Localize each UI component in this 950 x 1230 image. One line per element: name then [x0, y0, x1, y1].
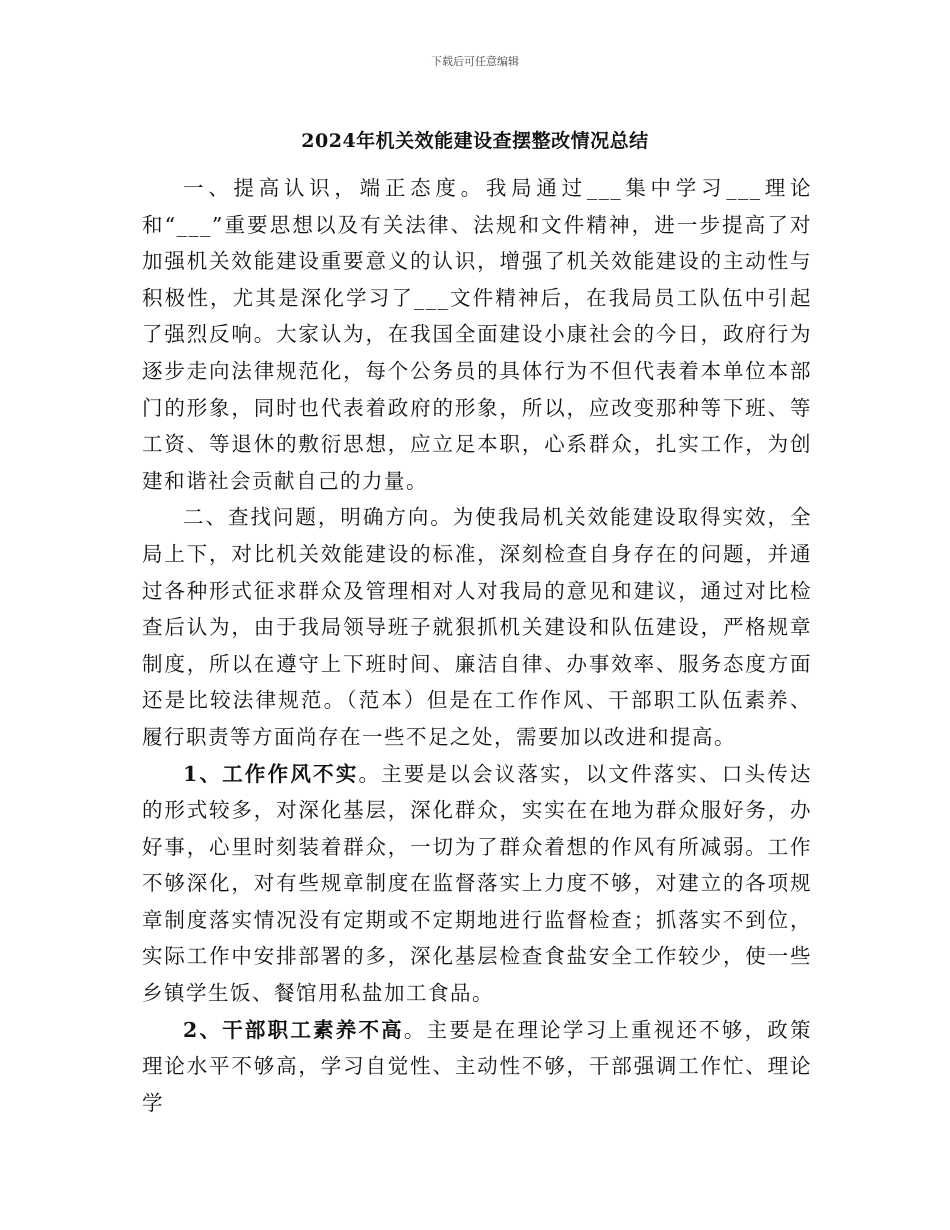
- paragraph-3-text: 。主要是以会议落实，以文件落实、口头传达的形式较多，对深化基层，深化群众，实实在在地为群众服好务，办好事，心里时刻装着群众，一切为了群众着想的作风有所减弱。工作不够深化，对有些规章制度在监督落实上力度不够，对建立的各项规章制度落实情况没有定期或不定期地进行监督检查；抓落实不到位，实际工作中安排部署的多，深化基层检查食盐安全工作较少，使一些乡镇学生饭、餐馆用私盐加工食品。: [142, 761, 813, 1006]
- document-title: 2024年机关效能建设查摆整改情况总结: [301, 130, 649, 152]
- paragraph-3-heading: 1、工作作风不实: [183, 761, 359, 786]
- paragraph-1: [142, 170, 812, 499]
- paragraph-4-heading: 2、干部职工素养不高: [183, 1017, 404, 1042]
- paragraph-4-text: 。主要是在理论学习上重视还不够，政策理论水平不够高，学习自觉性、主动性不够，干部强调工作忙、理论学: [142, 1017, 813, 1115]
- page-header-note: 下载后可任意编辑: [431, 55, 519, 68]
- paragraph-3: [142, 756, 812, 1012]
- paragraph-2: [142, 499, 812, 755]
- paragraph-1-text: 一、提高认识，端正态度。我局通过___集中学习___理论和“___”重要思想以及有关法律、法规和文件精神，进一步提高了对加强机关效能建设重要意义的认识，增强了机关效能建设的主动性与积极性，尤其是深化学习了___文件精神后，在我局员工队伍中引起了强烈反响。大家认为，在我国全面建设小康社会的今日，政府行为逐步走向法律规范化，每个公务员的具体行为不但代表着本单位本部门的形象，同时也代表着政府的形象，所以，应改变那种等下班、等工资、等退休的敷衍思想，应立足本职，心系群众，扎实工作，为创建和谐社会贡献自己的力量。: [142, 176, 812, 493]
- paragraph-4: [142, 1012, 812, 1122]
- paragraph-2-text: 二、查找问题，明确方向。为使我局机关效能建设取得实效，全局上下，对比机关效能建设的标准，深刻检查自身存在的问题，并通过各种形式征求群众及管理相对人对我局的意见和建议，通过对比检查后认为，由于我局领导班子就狠抓机关建设和队伍建设，严格规章制度，所以在遵守上下班时间、廉洁自律、办事效率、服务态度方面还是比较法律规范。（范本）但是在工作作风、干部职工队伍素养、履行职责等方面尚存在一些不足之处，需要加以改进和提高。: [142, 505, 812, 749]
- document-body: [142, 170, 812, 1121]
